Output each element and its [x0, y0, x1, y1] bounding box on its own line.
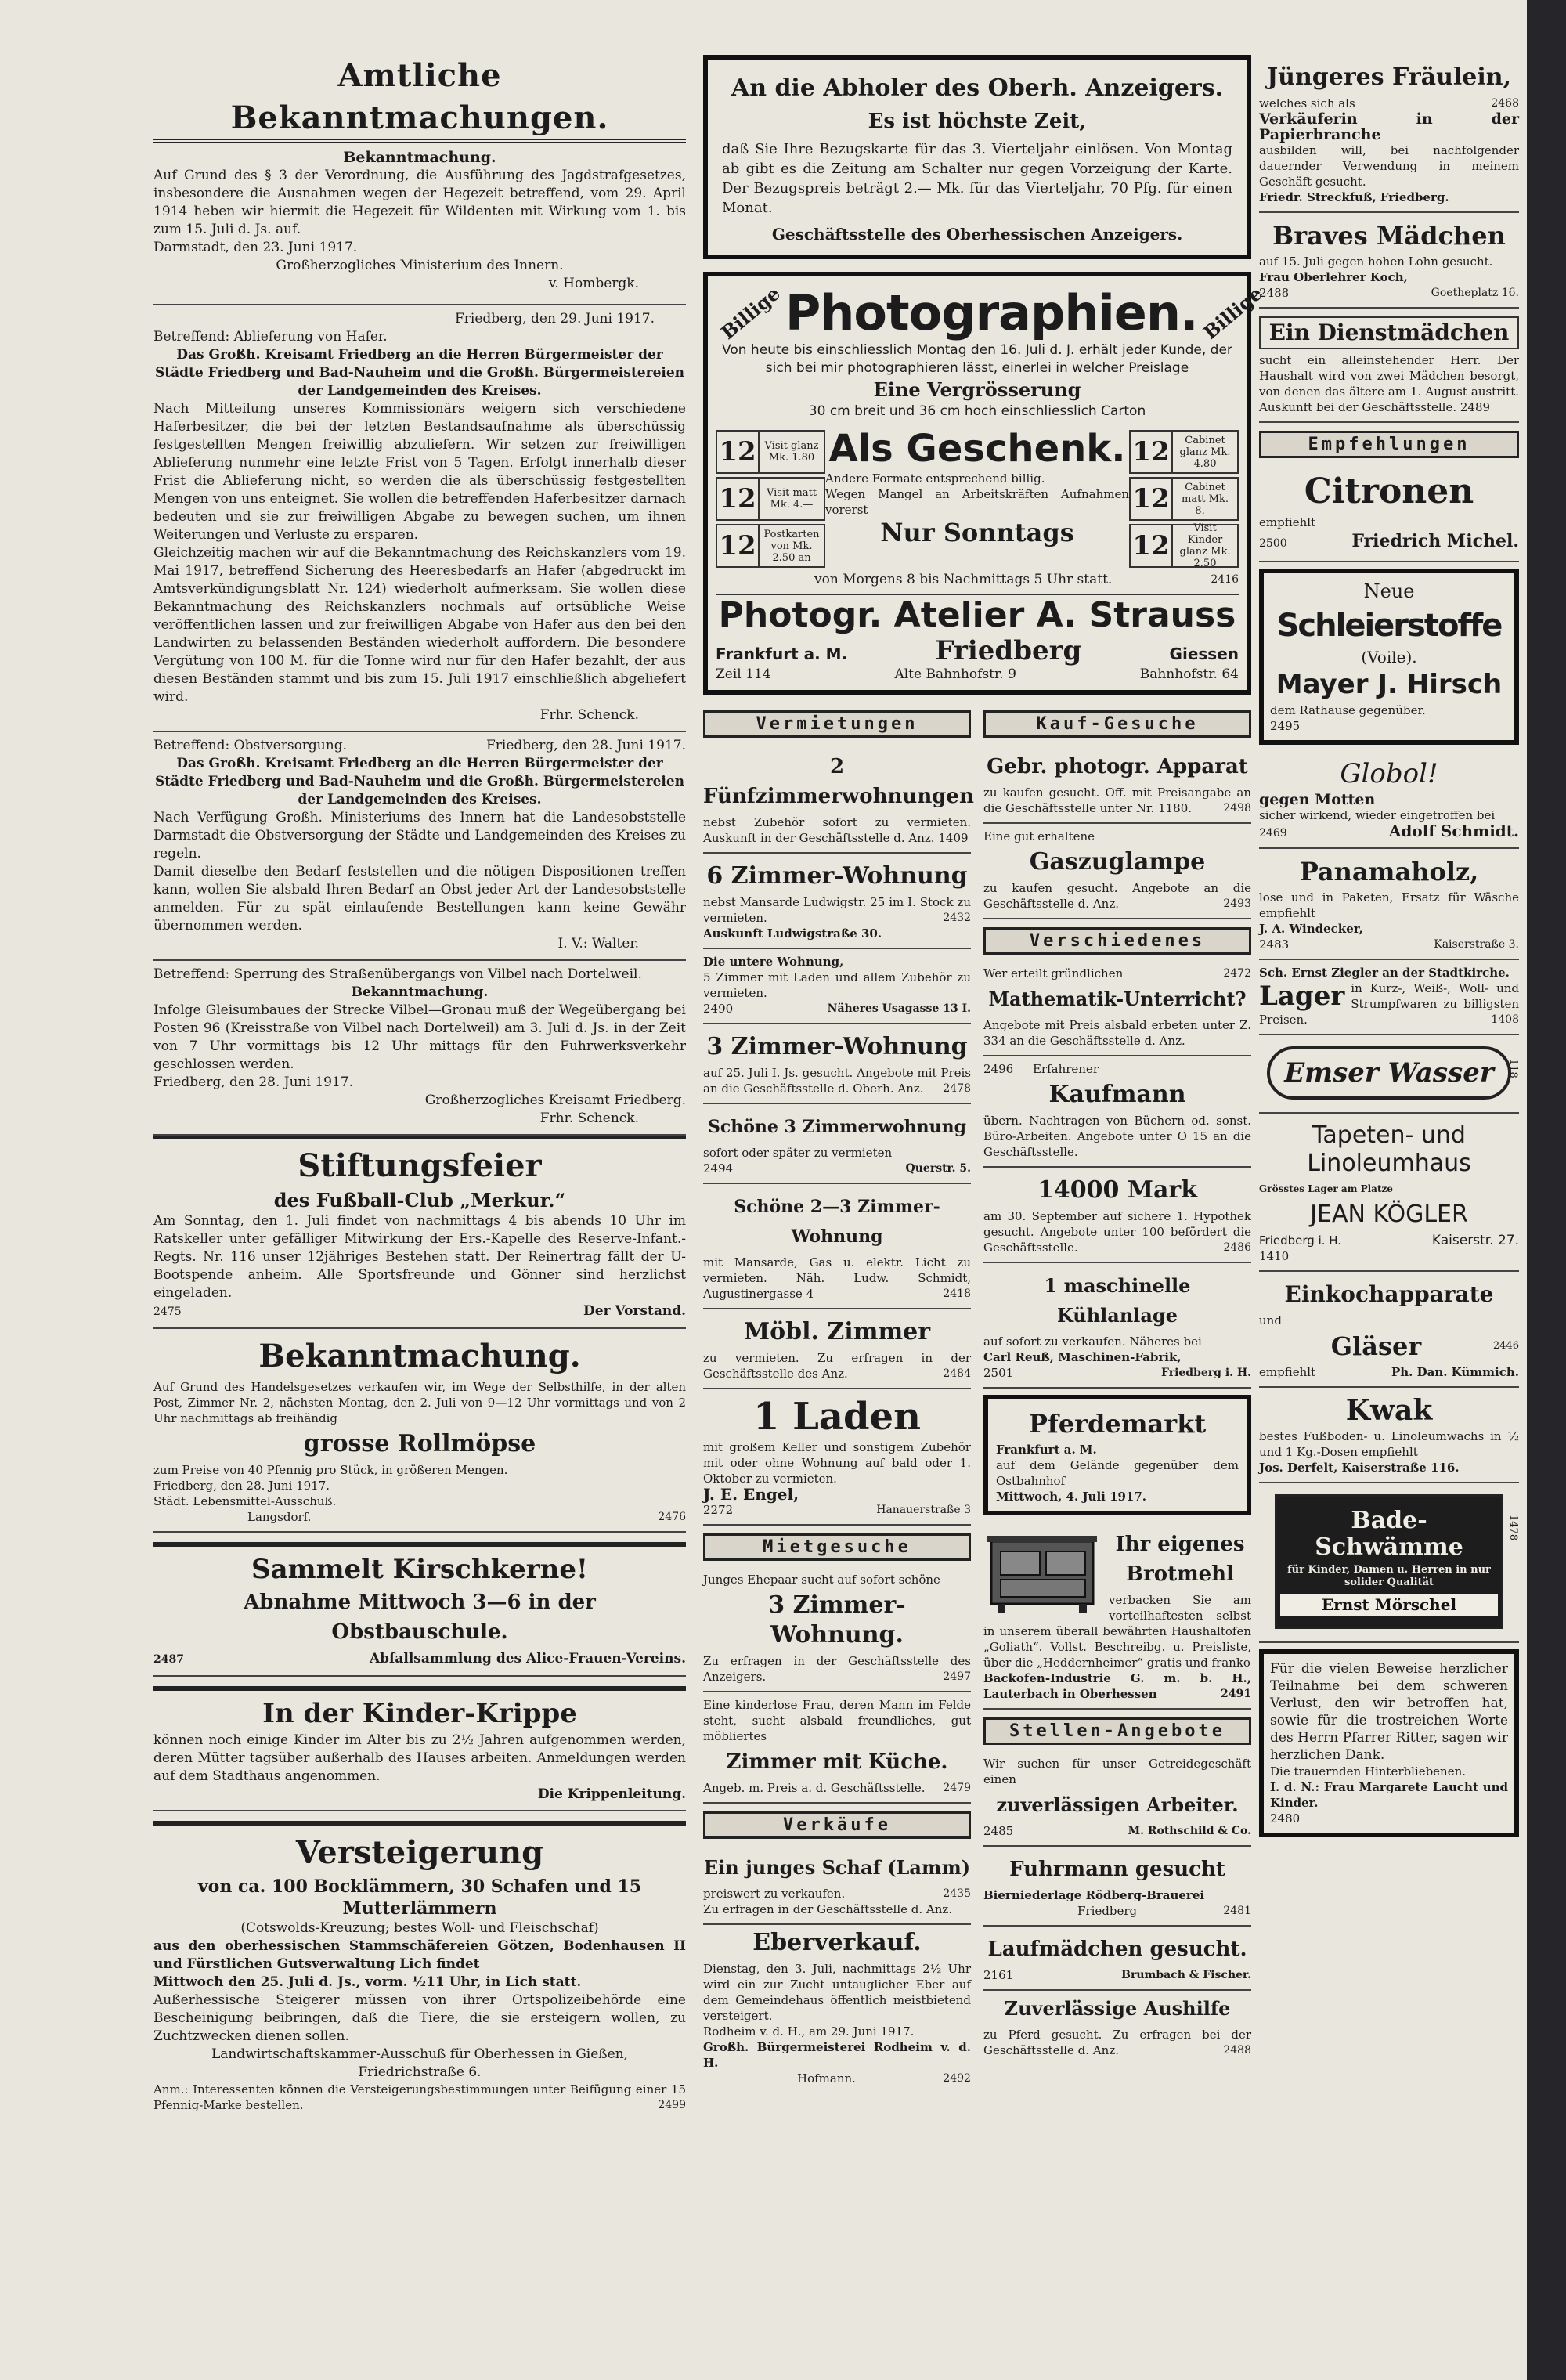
ad-schoene-dreizimmer: [703, 1104, 971, 1184]
ad-subtitle: Grösstes Lager am Platze: [1259, 1183, 1393, 1194]
ad-head: Wir suchen für unser Getreidegeschäft einen: [983, 1757, 1251, 1786]
ad-zimmer-kueche: [703, 1692, 971, 1804]
notice-head: Das Großh. Kreisamt Friedberg an die Herren Bürgermeister der Städte Friedberg und Bad-Nauheim und die Großh. Bürgermeistereien der Landgemeinden des Kreises.: [154, 756, 685, 807]
ad-signature: Ernst Mörschel: [1280, 1594, 1498, 1616]
ad-title: 14000 Mark: [1037, 1176, 1198, 1204]
ad-atelier: Photogr. Atelier A. Strauss: [716, 594, 1239, 635]
ad-versteigerung: [153, 1821, 686, 2118]
notice-body: Infolge Gleisumbaues der Strecke Vilbel—Gronau muß der Wegeübergang bei Posten 96 (Kreisstraße von Vilbel nach Dortelweil) am 3. Juli d. Js. in der Zeit von 7 Uhr vormittags bis 12 Uhr mittags für den Fuhrwerksverkehr geschlossen werden.: [153, 1002, 686, 1072]
ad-title: Einkochapparate: [1284, 1281, 1494, 1307]
ad-head: 2496 Erfahrener: [983, 1062, 1099, 1076]
ads-column-right: [1259, 55, 1519, 1837]
ad-hypothek: [983, 1168, 1251, 1263]
ad-signature: Mayer J. Hirsch: [1276, 669, 1503, 700]
ad-danksagung: [1259, 1649, 1519, 1837]
ad-body: preiswert zu verkaufen. 2435: [703, 1887, 971, 1901]
ad-dreizimmer: [703, 1024, 971, 1104]
ad-body: Angebote mit Preis alsbald erbeten unter Z. 334 an die Geschäftsstelle d. Anz.: [983, 1018, 1251, 1048]
notice-signature: Frhr. Schenck.: [539, 707, 639, 723]
ads-subcolumn-left: [703, 702, 974, 2086]
ad-and: und: [1259, 1313, 1282, 1327]
notice-hafer: [153, 304, 686, 732]
ad-headline: grosse Rollmöpse: [303, 1430, 536, 1457]
ad-arbeiter: [983, 1751, 1251, 1847]
ad-body: zu vermieten. Zu erfragen in der Geschäftsstelle des Anz. 2484: [703, 1351, 971, 1381]
official-notices-column: [153, 55, 686, 2118]
ad-title: Panamaholz,: [1299, 857, 1479, 887]
ad-footer: 2483 Kaiserstraße 3.: [1259, 937, 1519, 952]
ad-title: Emser Wasser: [1267, 1046, 1511, 1100]
ad-date: Mittwoch den 25. Juli d. Js., vorm. ½11 Uhr, in Lich statt.: [153, 1974, 582, 1990]
ad-city: Giessen: [1169, 645, 1239, 663]
ad-body: sucht ein alleinstehender Herr. Der Haushalt wird von zwei Mädchen besorgt, von denen das ältere am 1. August austritt. Auskunft bei der Geschäftsstelle. 2489: [1259, 353, 1519, 414]
ad-title: Ein junges Schaf (Lamm): [703, 1856, 971, 1879]
ad-date: Rodheim v. d. H., am 29. Juni 1917.: [703, 2024, 915, 2039]
ad-address: dem Rathause gegenüber.: [1270, 703, 1426, 717]
ad-schleierstoffe: [1259, 569, 1519, 745]
notice-title: Bekanntmachung.: [343, 149, 496, 166]
ad-kinderkrippe: [153, 1686, 686, 1811]
ad-body: Dienstag, den 3. Juli, nachmittags 2½ Uhr wird ein zur Zucht untauglicher Eber auf dem Gemeindehaus öffentlich meistbietend versteigert.: [703, 1962, 971, 2023]
ad-body: Auf Grund des Handelsgesetzes verkaufen wir, im Wege der Selbsthilfe, in der alten Post, Zimmer Nr. 2, nächsten Montag, den 2. Juli von 9—12 Uhr vormittags und von 2 Uhr nachmittags ab freihändig: [153, 1380, 686, 1425]
ad-date: Friedberg, den 28. Juni 1917.: [153, 1479, 330, 1493]
price-item: 12 Visit glanz Mk. 1.80: [716, 430, 825, 474]
ad-badeschwaemme: [1259, 1483, 1519, 1643]
ad-title: Gaszuglampe: [1029, 848, 1206, 876]
ad-body: mit großem Keller und sonstigem Zubehör mit oder ohne Wohnung auf bald oder 1. Oktober zu vermieten.: [703, 1440, 971, 1486]
ad-body: Für die vielen Beweise herzlicher Teilnahme bei dem schweren Verlust, den wir betroffen hat, sowie für die trostreichen Worte des Herrn Pfarrer Ritter, sagen wir herzlichen Dank.: [1270, 1661, 1508, 1763]
ad-seal: [1275, 1494, 1503, 1629]
ad-kaufmann: [983, 1056, 1251, 1168]
ad-title: 6 Zimmer-Wohnung: [706, 862, 968, 890]
ad-body: sofort oder später zu vermieten: [703, 1146, 893, 1160]
ad-signature: Carl Reuß, Maschinen-Fabrik,: [983, 1350, 1182, 1364]
ad-number: 1410: [1259, 1249, 1290, 1263]
ad-body: auf dem Gelände gegenüber dem Ostbahnhof: [996, 1458, 1239, 1488]
ad-title: 3 Zimmer-Wohnung: [706, 1033, 968, 1060]
ad-title: In der Kinder-Krippe: [262, 1698, 577, 1729]
ad-aushilfe: [983, 1994, 1251, 2058]
ad-signature: Geschäftsstelle des Oberhessischen Anzeigers.: [771, 225, 1183, 244]
ad-signature: J. A. Windecker,: [1259, 922, 1363, 936]
ad-footer: 2161 Brumbach & Fischer.: [983, 1968, 1251, 1982]
ad-title: Möbl. Zimmer: [743, 1318, 931, 1345]
ad-signature: Frau Oberlehrer Koch,: [1259, 270, 1408, 284]
ad-footer: Friedberg 2481: [1077, 1904, 1251, 1918]
ad-photo-apparat: [983, 744, 1251, 824]
ad-head: Neue: [1363, 580, 1415, 602]
masthead: Amtliche Bekanntmachungen.: [153, 55, 686, 143]
ad-gift: Als Geschenk.: [828, 427, 1126, 471]
ad-size: 30 cm breit und 36 cm hoch einschliesslich Carton: [808, 403, 1146, 419]
notice-body-2: Gleichzeitig machen wir auf die Bekanntmachung des Reichskanzlers vom 19. Mai 1917, betreffend Sicherung des Heeresbedarfs an Hafer (abgedruckt im Amtsverkündigungsblatt Nr. 124) wiederholt aufmerksam. Sie wollen diese Bekanntmachung des Reichskanzlers nochmals auf ortsübliche Weise veröffentlichen lassen und zur freiwilligen Abgabe von Hafer aus den bei den Landwirten zu belassenden Beständen wiederholt auffordern. Die besondere Vergütung von 100 M. für die Tonne wird nur für den Hafer bezahlt, der aus diesen Beständen stammt und bis zum 15. Juli 1917 einschließlich abgeliefert wird.: [153, 545, 686, 705]
ad-body: zu kaufen gesucht. Off. mit Preisangabe an die Geschäftsstelle unter Nr. 1180. 2498: [983, 786, 1251, 815]
price-list-left: [716, 427, 825, 571]
ad-footer: Langsdorf. 2476: [247, 1510, 686, 1524]
notice-head: Das Großh. Kreisamt Friedberg an die Herren Bürgermeister der Städte Friedberg und Bad-Nauheim und die Großh. Bürgermeistereien der Landgemeinden des Kreises.: [154, 347, 685, 399]
ad-formats: Andere Formate entsprechend billig.: [825, 471, 1045, 486]
notice-office: Großherzogliches Ministerium des Innern.: [276, 258, 564, 273]
ad-title: 1 maschinelle Kühlanlage: [1044, 1274, 1191, 1327]
ad-signature: Backofen-Industrie G. m. b. H., Lauterbach in Oberhessen 2491: [983, 1671, 1251, 1701]
ad-title: Citronen: [1304, 471, 1474, 511]
ad-fuenfzimmerwohnungen: [703, 744, 974, 854]
ad-laden: [703, 1389, 971, 1526]
notice-obst: [153, 732, 686, 961]
ad-signature: Jos. Derfelt, Kaiserstraße 116.: [1259, 1461, 1460, 1475]
ad-head: Die untere Wohnung,: [703, 955, 844, 969]
oven-illustration-icon: [983, 1529, 1101, 1616]
ad-head: Sch. Ernst Ziegler an der Stadtkirche.: [1259, 966, 1510, 980]
ad-title: Ihr eigenes Brotmehl: [1115, 1533, 1245, 1586]
ad-body: am 30. September auf sichere 1. Hypothek gesucht. Angebote unter 100 befördert die Geschäftsstelle. 2486: [983, 1209, 1251, 1255]
ad-title: Globol!: [1340, 758, 1438, 789]
ad-body: Zu erfragen in der Geschäftsstelle des Anzeigers. 2497: [703, 1654, 971, 1684]
notice-date: Darmstadt, den 23. Juni 1917.: [153, 240, 358, 255]
ad-side-number: 118: [1507, 1059, 1519, 1078]
ad-body: bestes Fußboden- u. Linoleumwachs in ½ und 1 Kg.-Dosen empfiehlt: [1259, 1429, 1519, 1459]
ad-body: auf 15. Juli gegen hohen Lohn gesucht.: [1259, 255, 1493, 269]
ad-sunday: Nur Sonntags: [880, 518, 1074, 547]
ad-eberverkauf: [703, 1928, 971, 2086]
ad-footer: 2490 Näheres Usagasse 13 I.: [703, 1002, 971, 1016]
ad-footer: 2485 M. Rothschild & Co.: [983, 1824, 1251, 1838]
ad-brotmehl: [983, 1522, 1251, 1710]
ad-abholer: [703, 55, 1251, 259]
ad-footer: 2488 Goetheplatz 16.: [1259, 286, 1519, 300]
ad-body: verbacken Sie am vorteilhaftesten selbst in unserem überall bewährten Haushaltofen „Goliath“. Vollst. Beschreibg. u. Preisliste, über die „Heddernheimer“ gratis und franko: [983, 1593, 1251, 1670]
ad-title: Kaufmann: [1048, 1081, 1186, 1108]
notice-signature: I. V.: Walter.: [557, 936, 639, 952]
ad-ehepaar: [703, 1567, 971, 1692]
ad-body: übern. Nachtragen von Büchern od. sonst. Büro-Arbeiten. Angebote unter O 15 an die Geschäftsstelle.: [983, 1114, 1251, 1159]
ad-title: Bade-Schwämme: [1315, 1507, 1463, 1561]
ad-title: Zimmer mit Küche.: [726, 1750, 948, 1774]
ad-braves-maedchen: [1259, 213, 1519, 309]
ad-fuhrmann: [983, 1847, 1251, 1927]
ad-title: Schöne 2—3 Zimmer-Wohnung: [734, 1197, 940, 1247]
ad-globol: [1259, 751, 1519, 849]
ad-title: 3 Zimmer-Wohnung.: [768, 1591, 906, 1649]
ad-intro: Von heute bis einschliesslich Montag den 16. Juli d. J. erhält jeder Kunde, der sich bei mir photographieren lässt, einerlei in welcher Preislage: [722, 342, 1232, 376]
ad-body: daß Sie Ihre Bezugskarte für das 3. Vierteljahr einlösen. Von Montag ab gibt es die Zeitung am Schalter nur gegen Vorzeigung der Karte. Der Bezugspreis beträgt 2.— Mk. für das Vierteljahr, 70 Pfg. für einen Monat.: [722, 141, 1232, 216]
notice-body-2: Damit dieselbe den Bedarf feststellen und die nötigen Dispositionen treffen kann, wollen Sie alsbald Ihren Bedarf an Obst jeder Art der Landesobststelle anmelden. Für zu spät einlaufende Bestellungen kann keine Gewähr übernommen werden.: [153, 864, 686, 934]
ad-title: Zuverlässige Aushilfe: [1004, 1997, 1231, 2020]
ad-signature: J. E. Engel,: [703, 1485, 799, 1504]
ad-kuehlanlage: [983, 1263, 1251, 1389]
ad-body: lose und in Paketen, Ersatz für Wäsche empfiehlt: [1259, 890, 1519, 920]
ad-body: sicher wirkend, wieder eingetroffen bei: [1259, 808, 1496, 822]
ad-body: auf 25. Juli I. Js. gesucht. Angebote mit Preis an die Geschäftsstelle d. Oberh. Anz. 2478: [703, 1066, 971, 1096]
ad-panamaholz: [1259, 849, 1519, 960]
section-header-mietgesuche: Mietgesuche: [703, 1533, 971, 1561]
ad-head: Junges Ehepaar sucht auf sofort schöne: [703, 1573, 940, 1587]
ad-title: Tapeten- und Linoleumhaus: [1307, 1121, 1471, 1177]
ad-corner-left: Billige: [716, 281, 785, 345]
price-list-right: [1129, 427, 1239, 571]
section-header-vermietungen: Vermietungen: [703, 710, 971, 738]
ad-offer: Eine Vergrösserung: [873, 378, 1081, 401]
ad-dienstmaedchen: [1259, 309, 1519, 423]
ad-address: Zeil 114: [716, 666, 771, 682]
ad-title: Laufmädchen gesucht.: [987, 1938, 1247, 1961]
ad-head: Eine gut erhaltene: [983, 829, 1095, 843]
ad-address: Alte Bahnhofstr. 9: [894, 666, 1016, 682]
ad-subtitle: Abnahme Mittwoch 3—6 in der Obstbauschule.: [244, 1591, 596, 1644]
ad-subtitle: (Voile).: [1361, 648, 1417, 666]
ad-einkochapparate: [1259, 1272, 1519, 1388]
notice-body: Nach Verfügung Großh. Ministeriums des Innern hat die Landesobststelle Darmstadt die Obstversorgung der Städte und Landgemeinden des Kreises zu regeln.: [153, 810, 686, 861]
ad-title: Photographien.: [785, 284, 1198, 341]
ad-body: mit Mansarde, Gas u. elektr. Licht zu vermieten. Näh. Ludw. Schmidt, Augustinergasse 4 2418: [703, 1255, 971, 1301]
ad-footer: 2494 Querstr. 5.: [703, 1161, 971, 1176]
ad-corner-right: Billige: [1198, 281, 1267, 345]
price-item: 12 Cabinet matt Mk. 8.—: [1129, 477, 1239, 521]
ad-title: Eberverkauf.: [752, 1929, 922, 1956]
ad-schaf: [703, 1845, 971, 1925]
ad-body: zu Pferd gesucht. Zu erfragen bei der Geschäftsstelle d. Anz. 2488: [983, 2028, 1251, 2057]
ad-title: Schöne 3 Zimmerwohnung: [707, 1117, 967, 1137]
ad-lager: [1259, 960, 1519, 1035]
ad-breed: (Cotswolds-Kreuzung; bestes Woll- und Fleischschaf): [240, 1920, 599, 1936]
ad-signature: Auskunft Ludwigstraße 30.: [703, 926, 882, 941]
ad-title: Gebr. photogr. Apparat: [987, 755, 1248, 778]
section-header-verschiedenes: Verschiedenes: [983, 927, 1251, 955]
ad-head: welches sich als 2468: [1259, 96, 1519, 110]
price-item: 12 Visit Kinder glanz Mk. 2.50: [1129, 524, 1239, 568]
ad-body: Eine kinderlose Frau, deren Mann im Felde steht, sucht alsbald freundliches, gut möbliertes: [703, 1698, 971, 1743]
ad-head: Wer erteilt gründlichen 2472: [983, 966, 1251, 981]
ad-moebl-zimmer: [703, 1309, 971, 1389]
ad-photographien: [703, 272, 1267, 695]
price-item: 12 Cabinet glanz Mk. 4.80: [1129, 430, 1239, 474]
ad-office: Großh. Bürgermeisterei Rodheim v. d. H.: [703, 2040, 971, 2070]
ad-subtitle: gegen Motten: [1259, 791, 1376, 808]
ad-side-number: 1478: [1507, 1515, 1519, 1541]
notice-body: Auf Grund des § 3 der Verordnung, die Ausführung des Jagdstrafgesetzes, insbesondere die Ausnahmen wegen der Hegezeit betreffend, vom 29. April 1914 heben wir hiermit die Hegezeit für Wildenten mit Wirkung vom 1. bis zum 15. Juli d. Js. auf.: [153, 168, 686, 237]
ad-signature: Zu erfragen in der Geschäftsstelle d. Anz.: [703, 1902, 953, 1916]
notice-signature: Frhr. Schenck.: [539, 1111, 639, 1126]
ad-body: 5 Zimmer mit Laden und allem Zubehör zu vermieten.: [703, 970, 971, 1000]
ad-title: 2 Fünfzimmerwohnungen: [703, 755, 974, 808]
ad-footer: empfiehlt Ph. Dan. Kümmich.: [1259, 1365, 1519, 1379]
ad-signature: JEAN KÖGLER: [1310, 1201, 1468, 1228]
ad-title: Kwak: [1345, 1394, 1433, 1427]
ad-head: empfiehlt: [1259, 515, 1316, 529]
ad-note: Anm.: Interessenten können die Versteigerungsbestimmungen unter Beifügung einer 15 Pfennig-Marke bestellen. 2499: [153, 2082, 686, 2112]
ad-fraeulein: [1259, 55, 1519, 213]
ad-pferdemarkt: [983, 1395, 1251, 1515]
ad-address: Bahnhofstr. 64: [1139, 666, 1239, 682]
notice-sperrung: [153, 961, 686, 1136]
section-header-verkaeufe: Verkäufe: [703, 1811, 971, 1839]
ad-signature: Friedr. Streckfuß, Friedberg.: [1259, 190, 1449, 204]
ad-title-2: Gläser 2446: [1330, 1331, 1519, 1361]
ad-city: Friedberg: [935, 635, 1082, 666]
ad-footer: 2487 Abfallsammlung des Alice-Frauen-Vereins.: [153, 1651, 686, 1667]
ad-kirschkerne: [153, 1542, 686, 1677]
ad-footer: Hofmann. 2492: [797, 2071, 971, 2086]
ad-title: Fuhrmann gesucht: [1009, 1858, 1225, 1881]
section-header-empfehlungen: Empfehlungen: [1259, 431, 1519, 458]
ad-zwei-drei-zimmer: [703, 1184, 971, 1309]
ad-city: Frankfurt a. M.: [996, 1443, 1097, 1457]
ad-signature: Die Krippenleitung.: [537, 1786, 686, 1802]
section-header-stellen-angebote: Stellen-Angebote: [983, 1717, 1251, 1745]
notice-wildenten: [153, 149, 686, 293]
ad-office: Städt. Lebensmittel-Ausschuß.: [153, 1494, 337, 1508]
ad-body: nebst Zubehör sofort zu vermieten. Auskunft in der Geschäftsstelle d. Anz. 1409: [703, 815, 971, 845]
ad-stiftungsfeier: [153, 1136, 686, 1329]
ad-body: in Kurz-, Weiß-, Woll- und Strumpfwaren zu billigsten Preisen. 1408: [1259, 981, 1519, 1027]
ad-subtitle: Verkäuferin in der Papierbranche: [1259, 110, 1519, 143]
ad-body: nebst Mansarde Ludwigstr. 25 im I. Stock zu vermieten. 2432: [703, 895, 971, 925]
ad-city: Friedberg i. H. Kaiserstr. 27.: [1259, 1233, 1519, 1248]
notice-subject: Betreffend: Ablieferung von Hafer.: [153, 329, 388, 345]
ad-title: Versteigerung: [295, 1834, 544, 1871]
ad-body: auf sofort zu verkaufen. Näheres bei: [983, 1334, 1202, 1349]
ad-title: Ein Dienstmädchen: [1259, 316, 1519, 349]
ad-subtitle: Die trauernden Hinterbliebenen.: [1270, 1764, 1467, 1779]
ad-untere-wohnung: [703, 949, 971, 1024]
ad-body: zu kaufen gesucht. Angebote an die Geschäftsstelle d. Anz. 2493: [983, 881, 1251, 911]
ad-title: Braves Mädchen: [1272, 221, 1506, 251]
notice-date: Friedberg, den 29. Juni 1917.: [454, 311, 655, 327]
ad-number: 2495: [1270, 719, 1301, 733]
ad-title: Schleierstoffe: [1276, 608, 1502, 644]
notice-signature: v. Hombergk.: [548, 276, 639, 291]
ad-sechszimmer: [703, 854, 971, 949]
ad-street: Friedrichstraße 6.: [358, 2064, 482, 2080]
notice-office: Großherzogliches Kreisamt Friedberg.: [424, 1092, 686, 1108]
ad-footer: Angeb. m. Preis a. d. Geschäftsstelle. 2479: [703, 1781, 971, 1795]
ad-title: 1 Laden: [753, 1395, 921, 1439]
ad-signature: I. d. N.: Frau Margarete Laucht und Kinder.: [1270, 1780, 1508, 1810]
ad-footer: 2272 Hanauerstraße 3: [703, 1503, 971, 1517]
ad-office: Landwirtschaftskammer-Ausschuß für Oberhessen in Gießen,: [211, 2046, 629, 2062]
ad-footer: 2501 Friedberg i. H.: [983, 1366, 1251, 1380]
ad-title: Lager: [1259, 981, 1345, 1012]
ad-body: Am Sonntag, den 1. Juli findet von nachmittags 4 bis abends 10 Uhr im Ratskeller unter gefälliger Mitwirkung der Ers.-Kapelle des Reserve-Infant.-Regts. Nr. 116 unser 12jähriges Bestehen statt. Der Reinertrag fällt der U-Bootspende anheim. Alle Sportsfreunde und Gönner sind herzlichst eingeladen.: [153, 1213, 686, 1301]
ad-gaszuglampe: [983, 824, 1251, 919]
ad-kwak: [1259, 1388, 1519, 1483]
ad-body: ausbilden will, bei nachfolgender dauernder Verwendung in meinem Geschäft gesucht.: [1259, 143, 1519, 189]
ad-date: Mittwoch, 4. Juli 1917.: [996, 1490, 1147, 1504]
ad-tapeten: [1259, 1114, 1519, 1272]
ad-number: 2480: [1270, 1811, 1301, 1826]
ad-title: Bekanntmachung.: [258, 1338, 581, 1374]
ad-title: Jüngeres Fräulein,: [1266, 63, 1512, 91]
ad-body: Außerhessische Steigerer müssen von ihrer Ortspolizeibehörde eine Bescheinigung beibringen, daß die Tiere, die sie ersteigern wollen, zu Zuchtzwecken dienen sollen.: [153, 1992, 686, 2044]
price-item: 12 Postkarten von Mk. 2.50 an: [716, 524, 825, 568]
ad-body: können noch einige Kinder im Alter bis zu 2½ Jahren aufgenommen werden, deren Mütter tagsüber außerhalb des Hauses arbeiten. Anmeldungen werden auf dem Stadthaus angenommen.: [153, 1732, 686, 1784]
ad-title: An die Abholer des Oberh. Anzeigers.: [731, 74, 1224, 102]
ad-footer: 2500 Friedrich Michel.: [1259, 531, 1519, 551]
section-header-kauf-gesuche: Kauf-Gesuche: [983, 710, 1251, 738]
ad-subtitle: für Kinder, Damen u. Herren in nur solider Qualität: [1287, 1564, 1491, 1588]
ad-subtitle: von ca. 100 Bocklämmern, 30 Schafen und 15 Mutterlämmern: [197, 1876, 642, 1919]
notice-subject: Betreffend: Obstversorgung. Friedberg, den 28. Juni 1917.: [153, 738, 686, 753]
ad-title: zuverlässigen Arbeiter.: [996, 1793, 1239, 1816]
ads-column-middle: [703, 55, 1267, 2086]
ad-title: Mathematik-Unterricht?: [988, 988, 1247, 1010]
notice-body: Nach Mitteilung unseres Kommissionärs weigern sich verschiedene Haferbesitzer, die bei der letzten Bestandsaufnahme als überschüssig festgestellten Mengen freiwillig abzuliefern. Wir setzen zur freiwilligen Ablieferung nunmehr eine letzte Frist von 5 Tagen. Erfolgt innerhalb dieser Frist die Ablieferung nicht, so werden die als überschüssig festgestellten Mengen von uns enteignet. Sie wollen die betreffenden Haferbesitzer darnach bedeuten und sie zur freiwilligen Abgabe zu bewegen suchen, um ihnen Weiterungen und Verluste zu ersparen.: [153, 401, 686, 543]
ad-price: zum Preise von 40 Pfennig pro Stück, in größeren Mengen.: [153, 1463, 508, 1477]
ad-origin: aus den oberhessischen Stammschäfereien Götzen, Bodenhausen II und Fürstlichen Gutsverwaltung Lich findet: [153, 1938, 686, 1972]
ad-city: Frankfurt a. M.: [716, 645, 848, 663]
ad-staff: Wegen Mangel an Arbeitskräften Aufnahmen vorerst: [825, 487, 1129, 517]
notice-date: Friedberg, den 28. Juni 1917.: [153, 1074, 354, 1090]
ad-hours: von Morgens 8 bis Nachmittags 5 Uhr statt. 2416: [814, 572, 1239, 587]
ad-citronen: [1259, 464, 1519, 562]
ad-subtitle: des Fußball-Club „Merkur.“: [273, 1189, 566, 1212]
ad-subtitle: Es ist höchste Zeit,: [868, 110, 1087, 133]
ad-title: Stiftungsfeier: [298, 1147, 542, 1184]
ad-body: Bierniederlage Rödberg-Brauerei: [983, 1888, 1205, 1902]
ad-laufmaedchen: [983, 1927, 1251, 1991]
ad-rollmoepse: [153, 1329, 686, 1533]
ads-subcolumn-right: [983, 702, 1251, 2086]
ad-footer: 2475 Der Vorstand.: [153, 1303, 686, 1319]
ad-mathematik: [983, 961, 1251, 1056]
ad-title: Pferdemarkt: [1028, 1409, 1207, 1439]
ad-footer: 2469 Adolf Schmidt.: [1259, 822, 1519, 840]
scan-edge: [1527, 0, 1566, 2380]
notice-subject: Betreffend: Sperrung des Straßenübergangs von Vilbel nach Dortelweil.: [153, 966, 642, 982]
price-item: 12 Visit matt Mk. 4.—: [716, 477, 825, 521]
notice-title: Bekanntmachung.: [351, 984, 489, 1000]
ad-emser-wasser: [1259, 1035, 1519, 1114]
ad-title: Sammelt Kirschkerne!: [251, 1554, 588, 1585]
